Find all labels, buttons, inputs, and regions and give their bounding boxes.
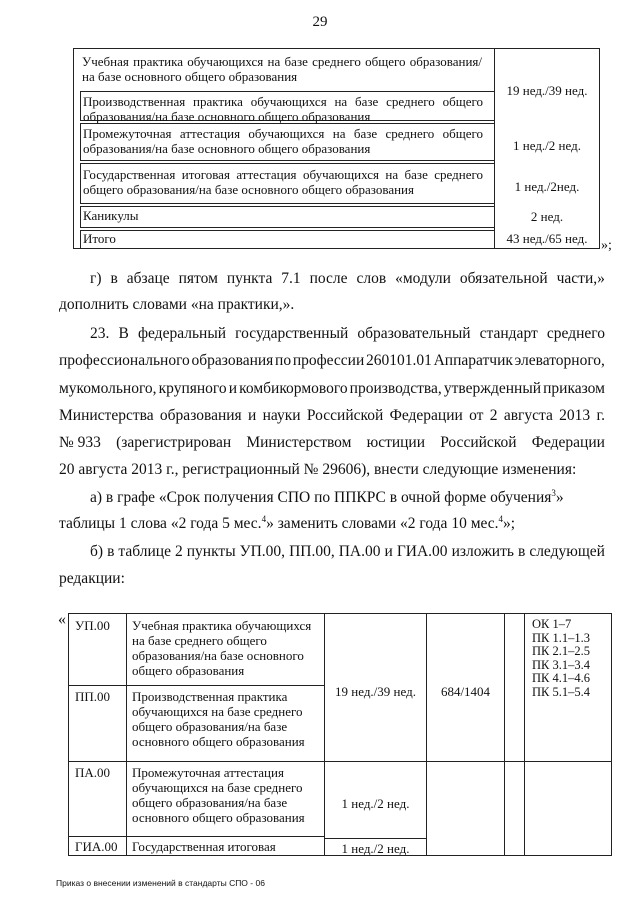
word: слов	[356, 270, 387, 287]
word: федеральный	[137, 325, 227, 342]
table1-row-label: Итого	[83, 231, 116, 246]
table1-row-label: Производственная практика обучающихся на базе среднего общего образования/на базе основного общего образования	[83, 94, 483, 124]
paragraph-b-line: редакции:	[59, 570, 125, 587]
word: Федерации	[531, 434, 605, 451]
word: юстиции	[366, 434, 426, 451]
table2-text: Учебная практика обучающихся на базе среднего общего образования/на базе основного общего образования	[132, 618, 312, 678]
word: среднего	[546, 325, 605, 342]
word: 23.	[90, 325, 110, 342]
word: ПП.00,	[289, 543, 335, 560]
competency-item: ПК 4.1–4.6	[532, 671, 590, 686]
word: науки	[262, 407, 301, 424]
paragraph-g-line	[90, 270, 605, 288]
table2-merged-hours: 684/1404	[440, 684, 491, 699]
word: по	[275, 352, 292, 369]
word: части,»	[556, 270, 605, 287]
word: от	[469, 407, 484, 424]
word: № 933	[59, 434, 101, 451]
competency-item: ПК 2.1–2.5	[532, 644, 590, 659]
word: в	[517, 543, 526, 560]
word: б)	[90, 543, 104, 560]
word: государственный	[235, 325, 349, 342]
word: производства,	[349, 380, 442, 397]
word: 2	[175, 543, 183, 560]
table2-open-quote: «	[58, 611, 66, 628]
competency-item: ОК 1–7	[532, 617, 572, 631]
word: крупяного	[158, 380, 227, 397]
table2-code: УП.00	[75, 618, 110, 633]
word: Аппаратчик	[433, 352, 513, 369]
word: профессии	[292, 352, 365, 369]
paragraph-a-line: а) в графе «Срок получения СПО по ППКРС в очной форме обучения$^3$»	[90, 488, 564, 506]
word: и	[248, 407, 257, 424]
word: комбикормового	[239, 380, 348, 397]
word: в	[110, 270, 118, 287]
table1-value: 43 нед./65 нед.	[506, 231, 588, 246]
word: Министерства	[59, 407, 154, 424]
paragraph-b-line	[90, 543, 605, 561]
page-number: 29	[312, 14, 328, 30]
word: 2013	[559, 407, 591, 424]
word: 7.1	[281, 270, 301, 287]
table2-competencies	[532, 618, 590, 700]
word: Министерством	[246, 434, 352, 451]
table1-value: 1 нед./2 нед.	[513, 138, 581, 153]
table2-code: ПП.00	[75, 689, 111, 704]
table2-text: Производственная практика обучающихся на базе среднего общего образования/на базе основного общего образования	[132, 689, 305, 749]
word: В	[118, 325, 129, 342]
paragraph-23-line: 20 августа 2013 г., регистрационный № 29606), внести следующие изменения:	[59, 461, 577, 478]
table1-value: 2 нед.	[530, 209, 564, 224]
word: абзаце	[126, 270, 170, 287]
paragraph-23-line	[59, 380, 605, 398]
word: утвержденный	[443, 380, 542, 397]
schedule-table-1	[73, 48, 600, 249]
table1-row-label: Каникулы	[83, 208, 139, 223]
word: пункта	[226, 270, 273, 287]
competency-item: ПК 3.1–3.4	[532, 657, 590, 672]
word: ГИА.00	[396, 543, 448, 560]
table2-weeks: 1 нед./2 нед.	[341, 796, 410, 811]
word: ПА.00	[338, 543, 381, 560]
word: в	[107, 543, 115, 560]
schedule-table-2	[68, 613, 612, 856]
word: (зарегистрирован	[116, 434, 232, 451]
paragraph-23-line	[90, 325, 605, 343]
competency-item: ПК 5.1–5.4	[532, 684, 590, 699]
table1-merged-value: 19 нед./39 нед.	[506, 83, 588, 98]
table2-code: ГИА.00	[75, 839, 118, 854]
word: образовательный	[357, 325, 471, 342]
word: г)	[90, 270, 102, 287]
word: стандарт	[479, 325, 538, 342]
word: г.	[596, 407, 605, 424]
page-footer: Приказ о внесении изменений в стандарты СПО - 06	[56, 878, 265, 888]
paragraph-a-line: таблицы 1 слова «2 года 5 мес.$^4$» заменить словами «2 года 10 мес.$^4$»;	[59, 514, 516, 532]
word: пятом	[178, 270, 218, 287]
table2-text: Государственная итоговая	[132, 839, 276, 854]
word: следующей	[529, 543, 605, 560]
word: и	[384, 543, 393, 560]
table1-value: 1 нед./2нед.	[514, 179, 580, 194]
word: 2	[489, 407, 498, 424]
table2-weeks: 1 нед./2 нед.	[341, 841, 410, 856]
word: УП.00,	[239, 543, 286, 560]
paragraph-23-line	[59, 352, 605, 370]
word: 260101.01	[366, 352, 432, 369]
word: элеваторного,	[514, 352, 605, 369]
word: Российской	[440, 434, 517, 451]
table1-row-label: Промежуточная аттестация обучающихся на базе среднего общего образования/на базе основного общего образования	[83, 126, 483, 156]
word: Федерации	[389, 407, 463, 424]
word: профессионального	[59, 352, 190, 369]
word: изложить	[451, 543, 514, 560]
table1-closing-quote: »;	[601, 238, 612, 253]
competency-item: ПК 1.1–1.3	[532, 630, 590, 645]
word: обязательной	[459, 270, 548, 287]
word: приказом	[543, 380, 605, 397]
word: образования	[191, 352, 274, 369]
word: августа	[503, 407, 553, 424]
word: после	[309, 270, 348, 287]
paragraph-23-line	[59, 434, 605, 452]
word: мукомольного,	[59, 380, 157, 397]
word: «модули	[395, 270, 451, 287]
table1-row-label: Учебная практика обучающихся на базе среднего общего образования/на базе основного общего образования	[82, 54, 482, 84]
word: таблице	[118, 543, 171, 560]
table1-row-label: Государственная итоговая аттестация обучающихся на базе среднего общего образования/на базе основного общего образования	[83, 167, 483, 197]
paragraph-23-line	[59, 407, 605, 425]
paragraph-g-line: дополнить словами «на практики,».	[59, 296, 295, 313]
table2-code: ПА.00	[75, 765, 111, 780]
word: пункты	[186, 543, 236, 560]
word: образования	[159, 407, 242, 424]
table2-merged-weeks: 19 нед./39 нед.	[335, 684, 416, 699]
word: Российской	[306, 407, 384, 424]
table2-text: Промежуточная аттестация обучающихся на базе среднего общего образования/на базе основного общего образования	[132, 765, 305, 825]
word: и	[228, 380, 238, 397]
